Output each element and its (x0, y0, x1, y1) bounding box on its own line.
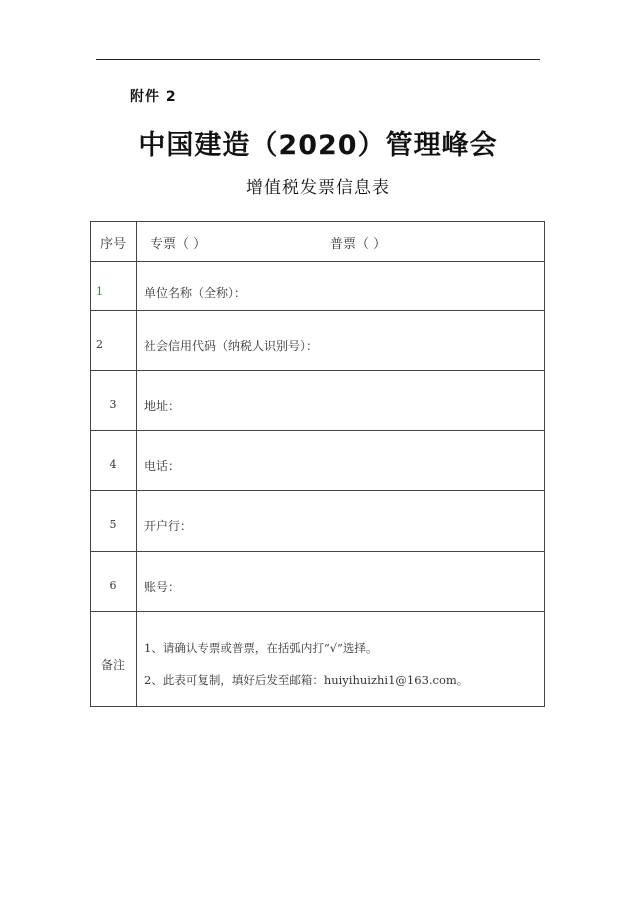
header-plain-invoice: 普票（ ） (330, 237, 387, 252)
table-column-divider (136, 221, 137, 707)
row-divider (90, 370, 545, 371)
row-number: 6 (109, 579, 117, 592)
row-divider (90, 611, 545, 612)
row-number: 4 (109, 458, 117, 471)
row-divider (90, 261, 545, 262)
page-title: 中国建造（2020）管理峰会 (138, 130, 498, 161)
note-line-1: 1、请确认专票或普票，在括弧内打“√”选择。 (144, 641, 378, 655)
field-credit-code[interactable]: 社会信用代码（纳税人识别号）： (144, 339, 319, 353)
page-subtitle: 增值税发票信息表 (246, 178, 390, 198)
field-account-number[interactable]: 账号： (144, 580, 181, 594)
field-phone[interactable]: 电话： (144, 459, 181, 473)
row-divider (90, 430, 545, 431)
row-number: 5 (109, 518, 117, 531)
header-seq: 序号 (99, 237, 126, 252)
row-number: 3 (109, 398, 117, 411)
top-rule (96, 59, 540, 60)
row-divider (90, 310, 545, 311)
header-special-invoice: 专票（ ） (150, 237, 207, 252)
field-address[interactable]: 地址： (144, 399, 181, 413)
row-number: 2 (96, 338, 103, 351)
row-divider (90, 490, 545, 491)
row-divider (90, 551, 545, 552)
note-line-2: 2、此表可复制，填好后发至邮箱：huiyihuizhi1@163.com。 (144, 673, 469, 687)
field-company-name[interactable]: 单位名称（全称）： (144, 286, 247, 300)
notes-label: 备注 (100, 658, 125, 672)
field-bank[interactable]: 开户行： (144, 519, 193, 533)
attachment-label: 附件 2 (130, 89, 177, 105)
row-number: 1 (96, 285, 103, 298)
